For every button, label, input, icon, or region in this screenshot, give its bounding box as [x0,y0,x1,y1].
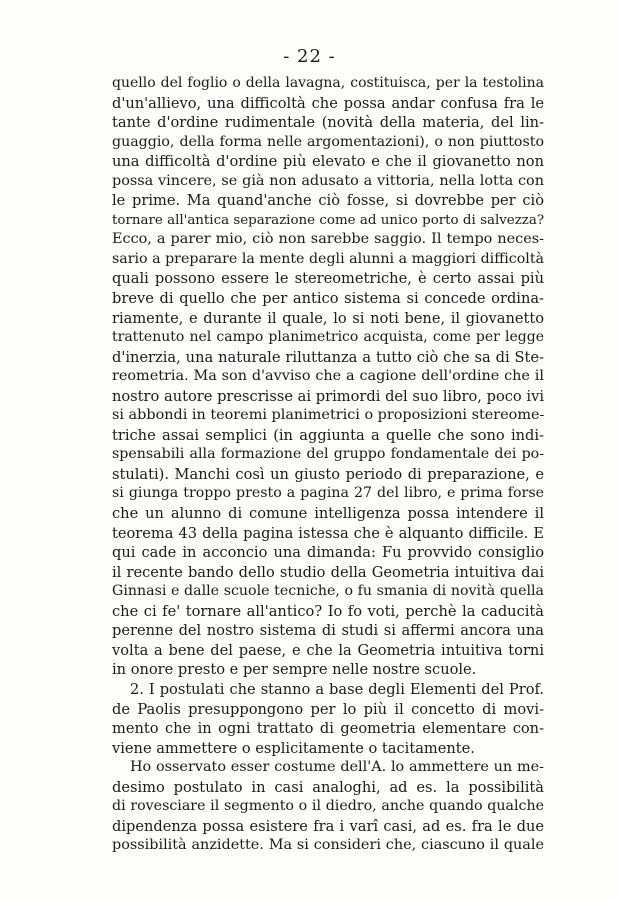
text-line: si giunga troppo presto a pagina 27 del libro, e prima forse [112,485,544,502]
text-line: che ci fe' tornare all'antico? Io fo voti, perchè la caducità [112,602,544,620]
text-line: il recente bando dello studio della Geometria intuitiva dai [112,563,544,581]
text-line: le prime. Ma quand'anche ciò fosse, si dovrebbe per ciò [112,192,544,210]
text-line: guaggio, della forma nelle argomentazioni), o non piuttosto [112,133,544,150]
text-line: trattenuto nel campo planimetrico acquista, come per legge [112,329,544,346]
text-line: di rovesciare il segmento o il diedro, anche quando qualche [112,798,544,815]
text-line: tante d'ordine rudimentale (novità della materia, del lin- [112,114,544,132]
text-line: che un alunno di comune intelligenza possa intendere il [112,505,544,523]
text-line: reometria. Ma son d'avviso che a cagione dell'ordine che il [112,368,544,385]
text-line: riamente, e durante il quale, lo si noti bene, il giovanetto [112,309,544,327]
text-line: desimo postulato in casi analoghi, ad es. la possibilità [112,778,544,796]
text-line: triche assai semplici (in aggiunta a quelle che sono indi- [112,426,544,444]
text-line: dipendenza possa esistere fra i varî casi, ad es. fra le due [112,817,544,835]
text-line: d'inerzia, una naturale riluttanza a tutto ciò che sa di Ste- [112,348,544,366]
text-line: possa vincere, se già non adusato a vittoria, nella lotta con [112,172,544,189]
body-text [112,74,544,856]
text-line: viene ammettere o esplicitamente o tacitamente. [112,739,475,757]
text-line: breve di quello che per antico sistema si concede ordina- [112,290,544,308]
text-line: stulati). Manchi così un giusto periodo di preparazione, e [112,465,544,483]
text-line: si abbondi in teoremi planimetrici o proposizioni stereome- [112,407,544,424]
text-line: perenne del nostro sistema di studi si affermi ancora una [112,622,544,640]
text-line: 2. I postulati che stanno a base degli Elementi del Prof. [130,680,544,698]
text-line: quello del foglio o della lavagna, costituisca, per la testolina [112,75,544,91]
text-line: volta a bene del paese, e che la Geometria intuitiva torni [112,641,544,659]
text-line: qui cade in acconcio una dimanda: Fu provvido consiglio [112,544,544,562]
text-line: teorema 43 della pagina istessa che è alquanto difficile. E [112,524,544,542]
text-line: una difficoltà d'ordine più elevato e che il giovanetto non [112,153,544,171]
text-line: mento che in ogni trattato di geometria elementare con- [112,720,544,738]
text-line: possibilità anzidette. Ma si consideri che, ciascuno il quale [112,837,544,854]
text-line: in onore presto e per sempre nelle nostre scuole. [112,661,477,679]
text-line: tornare all'antica separazione come ad unico porto di salvezza? [112,212,544,228]
text-line: Ecco, a parer mio, ciò non sarebbe saggio. Il tempo neces- [112,231,544,248]
text-line: d'un'allievo, una difficoltà che possa andar confusa fra le [112,94,544,112]
text-line: Ginnasi e dalle scuole tecniche, o fu smania di novità quella [112,583,544,600]
text-line: sario a preparare la mente degli alunni a maggiori difficoltà [112,250,544,267]
page-number: - 22 - [283,46,336,67]
text-line: Ho osservato esser costume dell'A. lo ammettere un me- [130,759,544,776]
text-line: nostro autore prescrisse ai primordi del suo libro, poco ivi [112,387,544,405]
text-line: spensabili alla formazione del gruppo fondamentale dei po- [112,446,544,463]
text-line: de Paolis presuppongono per lo più il concetto di movi- [112,700,544,718]
text-line: quali possono essere le stereometriche, è certo assai più [112,270,544,288]
